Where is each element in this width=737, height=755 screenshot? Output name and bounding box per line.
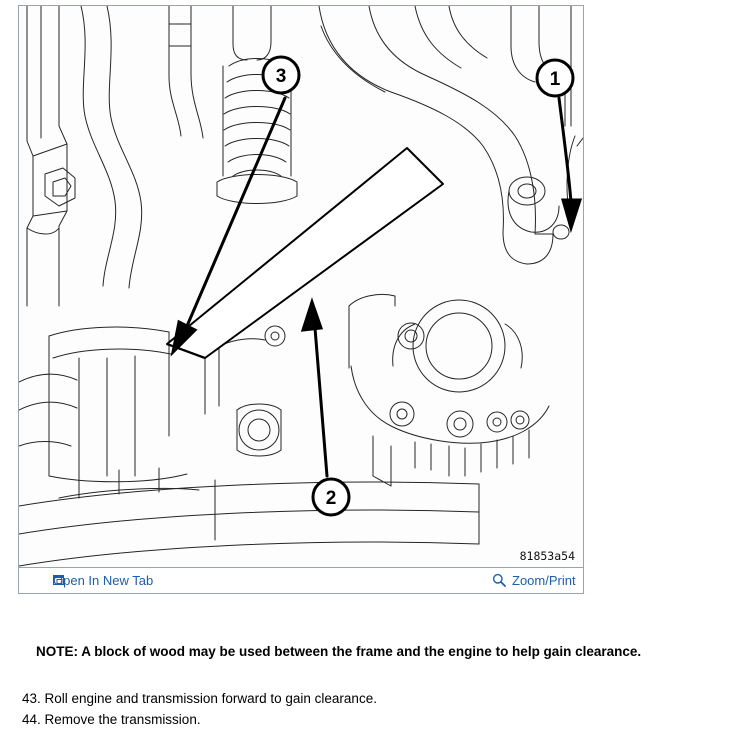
zoom-print-link[interactable]: Zoom/Print <box>512 573 576 588</box>
svg-text:2: 2 <box>325 488 337 509</box>
step-44: 44. Remove the transmission. <box>22 712 201 727</box>
procedure-steps <box>22 688 712 730</box>
figure-reference-code: 81853a54 <box>519 549 575 563</box>
figure-toolbar <box>19 567 583 593</box>
note-text: NOTE: A block of wood may be used between the frame and the engine to help gain clearance. <box>36 644 642 659</box>
magnifier-icon <box>492 573 506 587</box>
open-in-new-tab-link[interactable]: Open In New Tab <box>53 573 154 588</box>
step-43: 43. Roll engine and transmission forward to gain clearance. <box>22 691 377 706</box>
svg-text:3: 3 <box>275 66 287 87</box>
figure-illustration <box>19 6 583 567</box>
callout-leaders <box>173 98 580 476</box>
figure-panel <box>18 5 584 594</box>
engine-transmission-line-drawing <box>19 6 583 567</box>
callout-markers <box>263 57 573 515</box>
svg-text:1: 1 <box>549 69 561 90</box>
